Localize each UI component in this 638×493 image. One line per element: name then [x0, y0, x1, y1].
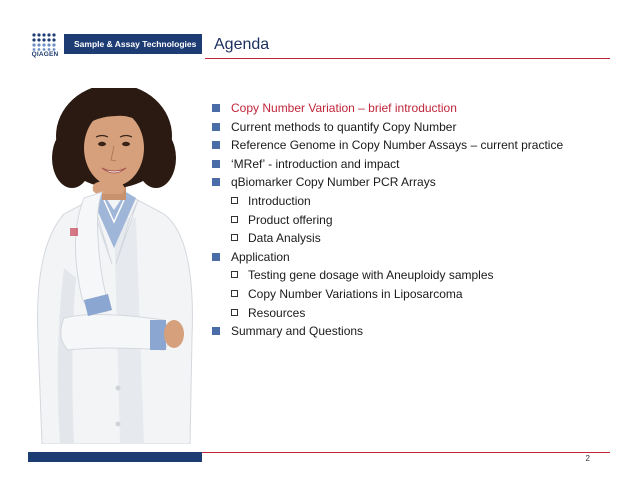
agenda-item-text: ‘MRef’ - introduction and impact: [231, 156, 400, 171]
square-bullet-icon: [212, 178, 220, 186]
scientist-photo: [24, 88, 204, 444]
open-square-bullet-icon: [231, 234, 238, 241]
footer-bar: [28, 452, 202, 462]
agenda-item-text: Current methods to quantify Copy Number: [231, 119, 457, 134]
open-square-bullet-icon: [231, 216, 238, 223]
agenda-list: [212, 99, 612, 341]
square-bullet-icon: [212, 327, 220, 335]
agenda-subitem: [212, 192, 612, 211]
agenda-item-text: Product offering: [248, 212, 333, 227]
agenda-item: [212, 155, 612, 174]
open-square-bullet-icon: [231, 309, 238, 316]
page-number: 2: [585, 454, 590, 463]
agenda-item-text: Introduction: [248, 193, 311, 208]
square-bullet-icon: [212, 141, 220, 149]
square-bullet-icon: [212, 160, 220, 168]
open-square-bullet-icon: [231, 197, 238, 204]
square-bullet-icon: [212, 123, 220, 131]
agenda-item-text: Testing gene dosage with Aneuploidy samples: [248, 268, 494, 283]
qiagen-dots-icon: [30, 32, 60, 51]
open-square-bullet-icon: [231, 290, 238, 297]
open-square-bullet-icon: [231, 271, 238, 278]
qiagen-brand-text: QIAGEN: [31, 51, 59, 58]
agenda-item: [212, 118, 612, 137]
agenda-subitem: [212, 211, 612, 230]
agenda-subitem: [212, 285, 612, 304]
agenda-item: [212, 322, 612, 341]
agenda-item-text: Application: [231, 249, 290, 264]
agenda-subitem: [212, 266, 612, 285]
agenda-item: [212, 173, 612, 192]
square-bullet-icon: [212, 253, 220, 261]
square-bullet-icon: [212, 104, 220, 112]
header-tagline: Sample & Assay Technologies: [64, 34, 202, 54]
agenda-item-text: Summary and Questions: [231, 324, 364, 339]
agenda-item-text: Data Analysis: [248, 231, 321, 246]
agenda-subitem: [212, 229, 612, 248]
agenda-item-text: Copy Number Variation – brief introduction: [231, 101, 457, 115]
agenda-item-text: qBiomarker Copy Number PCR Arrays: [231, 175, 436, 190]
footer-rule: [202, 452, 610, 453]
header-rule: [205, 58, 610, 59]
page-title: Agenda: [214, 36, 270, 53]
agenda-item-text: Copy Number Variations in Liposarcoma: [248, 286, 463, 301]
agenda-item-text: Resources: [248, 305, 306, 320]
agenda-subitem: [212, 304, 612, 323]
qiagen-logo: [30, 32, 60, 60]
agenda-item: [212, 136, 612, 155]
agenda-item: [212, 99, 612, 118]
agenda-item-text: Reference Genome in Copy Number Assays – current practice: [231, 138, 564, 153]
agenda-item: [212, 248, 612, 267]
